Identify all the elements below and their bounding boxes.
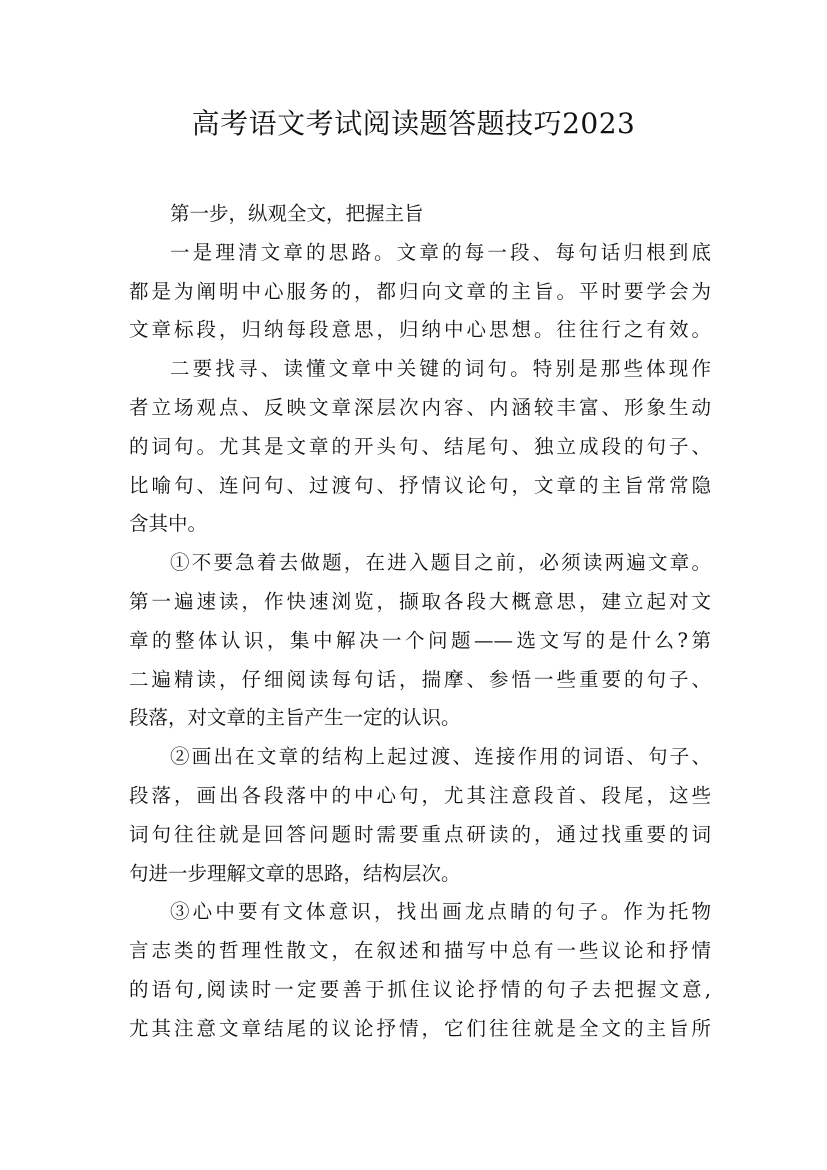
paragraph-line: 二遍精读，仔细阅读每句话，揣摩、参悟一些重要的句子、: [129, 667, 711, 691]
paragraph-line: 段落，画出各段落中的中心句，尤其注意段首、段尾，这些: [129, 783, 711, 807]
paragraph-line: 二要找寻、读懂文章中关键的词句。特别是那些体现作: [170, 357, 711, 381]
paragraph-line: 比喻句、连问句、过渡句、抒情议论句，文章的主旨常常隐: [129, 473, 711, 497]
paragraph-line: ③心中要有文体意识，找出画龙点睛的句子。作为托物: [170, 900, 711, 924]
paragraph-line: 尤其注意文章结尾的议论抒情，它们往往就是全文的主旨所: [129, 1016, 711, 1040]
paragraph-line: 含其中。: [129, 512, 208, 536]
paragraph-line: 段落，对文章的主旨产生一定的认识。: [129, 706, 461, 730]
body-text: [129, 195, 711, 1049]
paragraph-line: 都是为阐明中心服务的，都归向文章的主旨。平时要学会为: [129, 279, 711, 303]
paragraph-line: 句进一步理解文章的思路，结构层次。: [129, 861, 461, 885]
paragraph-line: 的词句。尤其是文章的开头句、结尾句、独立成段的句子、: [129, 434, 711, 458]
paragraph-line: 者立场观点、反映文章深层次内容、内涵较丰富、形象生动: [129, 395, 711, 419]
paragraph-line: 言志类的哲理性散文，在叙述和描写中总有一些议论和抒情: [129, 939, 711, 963]
paragraph-line: ②画出在文章的结构上起过渡、连接作用的词语、句子、: [170, 745, 711, 769]
paragraph-line: 第一遍速读，作快速浏览，撷取各段大概意思，建立起对文: [129, 589, 711, 613]
page-title: 高考语文考试阅读题答题技巧2023: [191, 107, 636, 140]
paragraph-line: 文章标段，归纳每段意思，归纳中心思想。往往行之有效。: [129, 318, 711, 342]
paragraph-line: 词句往往就是回答问题时需要重点研读的，通过找重要的词: [129, 822, 711, 846]
paragraph-line: 一是理清文章的思路。文章的每一段、每句话归根到底: [170, 240, 711, 264]
paragraph-line: 的语句,阅读时一定要善于抓住议论抒情的句子去把握文意,: [129, 977, 711, 1001]
paragraph-line: 章的整体认识，集中解决一个问题——选文写的是什么?第: [129, 628, 711, 652]
paragraph-line: ①不要急着去做题，在进入题目之前，必须读两遍文章。: [170, 551, 711, 575]
heading-step-one: 第一步，纵观全文，把握主旨: [170, 202, 424, 225]
